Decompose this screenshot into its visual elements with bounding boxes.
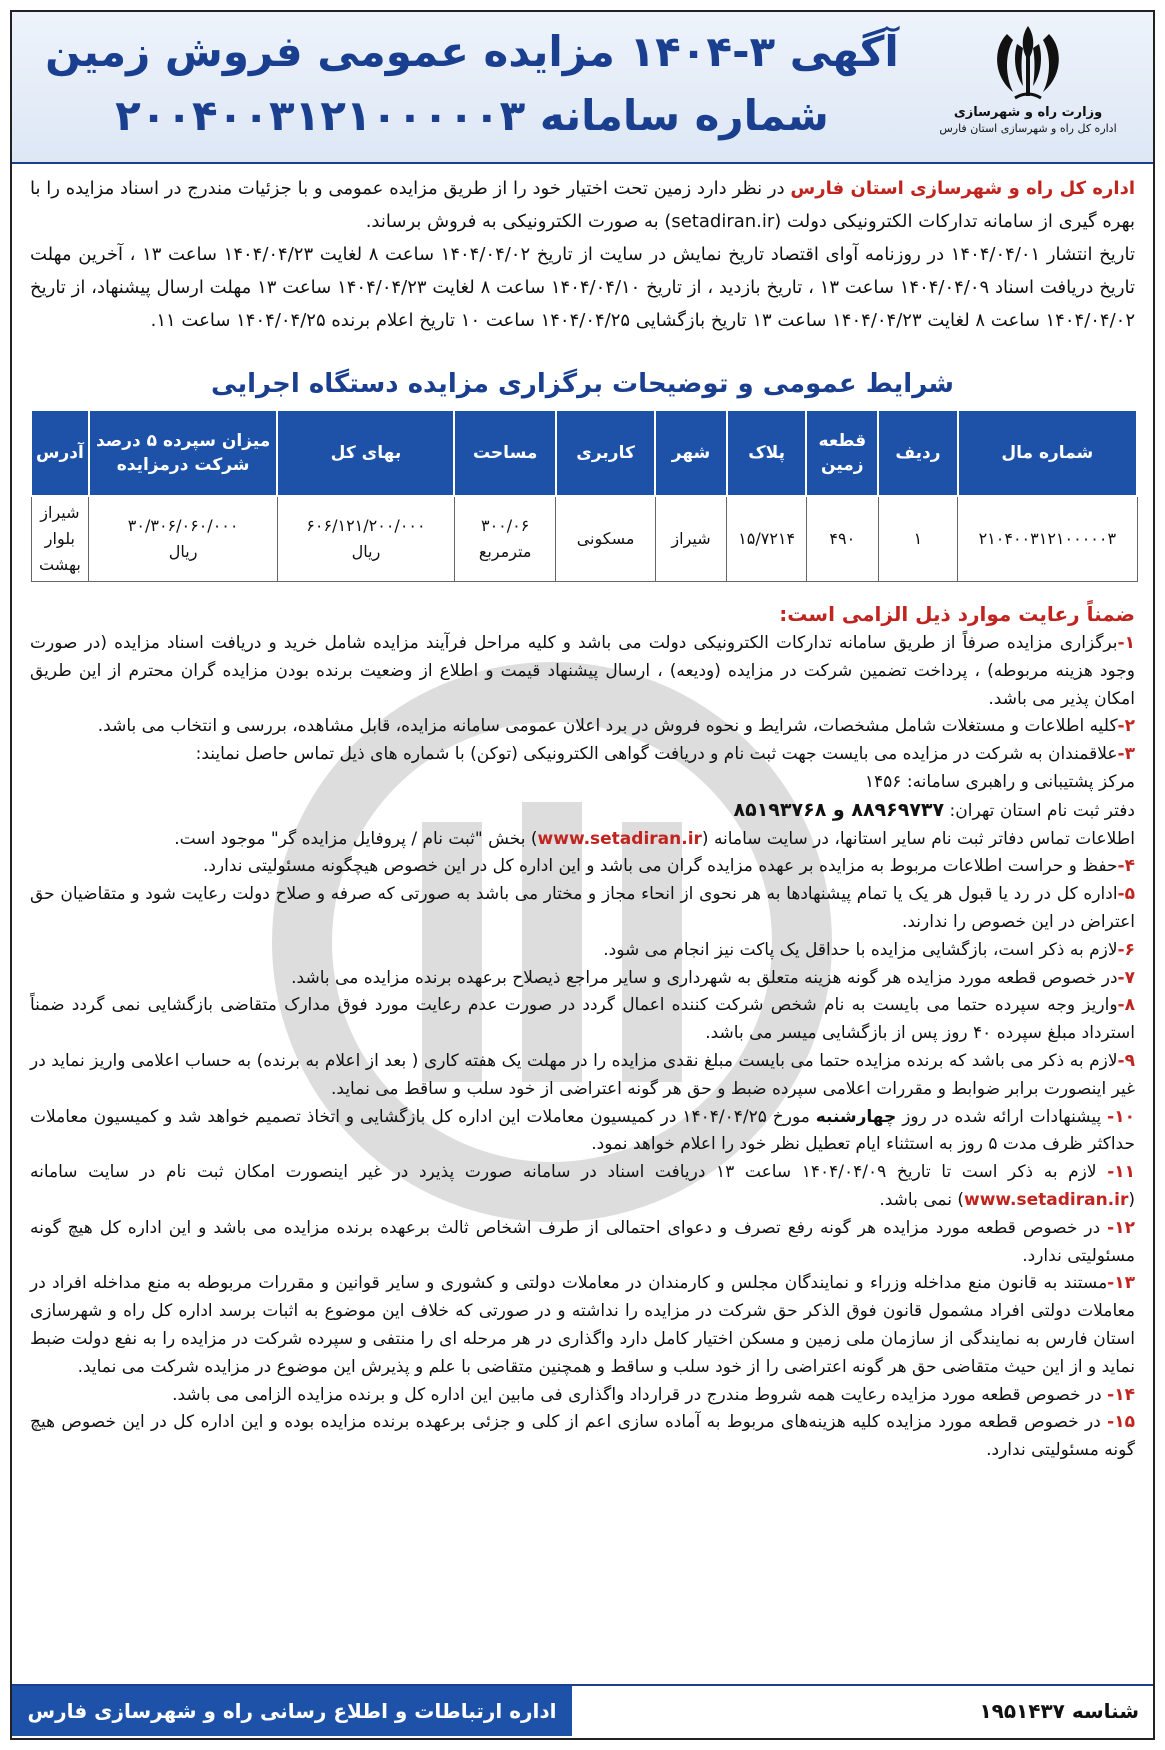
emblem-block [923,20,1133,156]
th-plaque: پلاک [727,410,807,496]
note-item [30,1215,1135,1271]
note-item [30,937,1135,965]
note-text-a: پیشنهادات ارائه شده در روز [896,1106,1108,1127]
contact-line [30,826,1135,854]
intro-part1: در نظر دارد زمین تحت اختیار خود را از طریق مزایده عمومی و با جزئیات مندرج در اسناد مزایده را با بهره گیری از سامانه تدارکات الکترونیکی دولت (setadiran.ir) به صورت الکترونیکی به فروش برساند. [30,178,1135,232]
note-item [30,1409,1135,1465]
cell-city: شیراز [655,496,727,582]
intro-paragraph-1 [30,172,1135,238]
note-number: ۳- [1117,744,1135,765]
cell-total-price [277,496,454,582]
note-day: چهارشنبه [815,1106,897,1127]
cell-parcel: ۴۹۰ [806,496,878,582]
cell-usage: مسکونی [556,496,655,582]
footer [12,1684,1153,1738]
note-item [30,965,1135,993]
th-row: ردیف [878,410,958,496]
intro-paragraph-2: تاریخ انتشار ۱۴۰۴/۰۴/۰۱ در روزنامه آوای اقتصاد تاریخ نمایش در سایت از تاریخ ۱۴۰۴/۰۴/۰۲ ساعت ۸ لغایت ۱۴۰۴/۰۴/۲۳ ساعت ۱۳ ، آخرین مهلت تاریخ دریافت اسناد ۱۴۰۴/۰۴/۰۹ ساعت ۱۳ ، تاریخ بازدید ، از تاریخ ۱۴۰۴/۰۴/۱۰ ساعت ۸ لغایت ۱۴۰۴/۰۴/۲۳ ساعت ۱۳ مهلت ارسال پیشنهاد، از تاریخ ۱۴۰۴/۰۴/۰۲ ساعت ۸ لغایت ۱۴۰۴/۰۴/۲۳ ساعت ۱۳ تاریخ بازگشایی ۱۴۰۴/۰۴/۲۵ ساعت ۱۰ تاریخ اعلام برنده ۱۴۰۴/۰۴/۲۵ ساعت ۱۱. [30,244,1136,331]
footer-id-label: شناسه [1071,1699,1139,1723]
note-text-b: مورخ ۱۴۰۴/۰۴/۲۵ در کمیسیون معاملات این اداره کل بازگشایی و اتخاذ تصمیم خواهد شد و کمیسیون معاملات حداکثر ظرف مدت ۵ روز به استثناء ایام تعطیل نظر خود را اعلام خواهد نمود. [30,1106,1135,1155]
cell-total-price-unit: ریال [351,542,381,561]
ad-page [10,10,1155,1740]
th-parcel-line1: قطعه [818,431,867,451]
th-address: آدرس [31,410,89,496]
cell-asset-no: ۲۱۰۴۰۰۳۱۲۱۰۰۰۰۰۳ [958,496,1137,582]
title-block [32,20,912,148]
website-link[interactable]: www.setadiran.ir [537,828,702,849]
intro-text [30,172,1135,337]
note-text: حفظ و حراست اطلاعات مربوط به مزایده بر عهده مزایده گران می باشد و این اداره کل در این خصوص هیچگونه مسئولیتی ندارد. [202,856,1118,877]
note-text: در خصوص قطعه مورد مزایده رعایت همه شروط مندرج در قرارداد واگذاری فی مابین این اداره کل و برنده مزایده الزامی می باشد. [172,1384,1108,1405]
note-item [30,881,1135,937]
contact-text-a: اطلاعات تماس دفاتر ثبت نام سایر استانها، در سایت سامانه ( [701,828,1135,849]
note-number: ۱۳- [1107,1273,1135,1294]
note-number: ۱۴- [1107,1384,1135,1405]
cell-address-line1: شیراز [40,503,80,522]
table-header-row [31,410,1137,496]
cell-plaque: ۱۵/۷۲۱۴ [727,496,807,582]
note-item [30,1048,1135,1104]
cell-address-line2: بلوار بهشت [38,529,81,574]
tehran-line [30,797,1135,826]
org-name: اداره کل راه و شهرسازی استان فارس [790,178,1135,199]
support-line: مرکز پشتیبانی و راهبری سامانه: ۱۴۵۶ [864,771,1135,792]
note-number: ۵- [1117,884,1135,905]
note-text: مستند به قانون منع مداخله وزراء و نمایندگان مجلس و کارمندان در معاملات دولتی و کشوری و سایر قوانین و مقررات مربوطه به منع مداخله افراد در معاملات دولتی افراد مشمول قانون فوق الذکر حق شرکت در مزایده را نداشته و در صورتی که خلاف این موضوع به اثبات برسد اداره کل راه و شهرسازی استان فارس به نمایندگی از سازمان ملی زمین و مسکن اختیار کامل دارد واگذاری در هر مرحله ای را منتفی و سپرده شرکت در مزایده را به نفع دولت ضبط نماید و از این حیث متقاضی حق هر گونه اعتراضی را از خود سلب و ساقط و همچنین متقاضی با علم و پذیرش این موضوع در مزایده شرکت می نماید. [30,1273,1135,1377]
note-item [30,853,1135,881]
note-number: ۱۵- [1107,1412,1135,1433]
note-number: ۲- [1117,716,1135,737]
cell-total-price-value: ۶۰۶/۱۲۱/۲۰۰/۰۰۰ [306,516,426,535]
note-text: کلیه اطلاعات و مستغلات شامل مشخصات، شرایط و نحوه فروش در برد اعلان عمومی سامانه مزایده، قابل مشاهده، بررسی و انتخاب می باشد. [97,716,1118,737]
cell-area-value: ۳۰۰/۰۶ [480,516,530,535]
cell-area [454,496,555,582]
footer-id-value: ۱۹۵۱۴۳۷ [979,1699,1065,1723]
ad-title: آگهی ۳-۱۴۰۴ مزایده عمومی فروش زمین [45,27,899,76]
th-deposit [89,410,278,496]
th-city: شهر [655,410,727,496]
note-text: برگزاری مزایده صرفاً از طریق سامانه تدارکات الکترونیکی دولت می باشد و کلیه مراحل فرآیند مزایده شامل خرید و دریافت اسناد مزایده (در صورت وجود هزینه مربوطه) ، پرداخت تضمین شرکت در مزایده (ودیعه) ، ارسال پیشنهاد قیمت و اطلاع از وضعیت برنده بودن مزایده گران محترم از این طریق امکان پذیر می باشد. [30,633,1135,709]
ministry-name: وزارت راه و شهرسازی [953,105,1103,120]
note-item [30,1104,1135,1160]
notes-title: ضمناً رعایت موارد ذیل الزامی است: [779,602,1135,626]
office-name: اداره کل راه و شهرسازی استان فارس [939,122,1117,135]
note-number: ۱۱- [1107,1162,1136,1183]
note-text-b: ) نمی باشد. [879,1189,964,1210]
header [12,12,1153,164]
note-number: ۴- [1117,856,1135,877]
note-text: در خصوص قطعه مورد مزایده هر گونه رفع تصرف و دعوای احتمالی از طرف اشخاص ثالث برعهده برنده مزایده می باشد و این اداره کل هیچ گونه مسئولیتی ندارد. [30,1217,1135,1266]
th-parcel-line2: زمین [821,455,864,475]
cell-deposit-unit: ریال [168,542,198,561]
note-text: در خصوص قطعه مورد مزایده هر گونه هزینه متعلق به شهرداری و سایر مراجع ذیصلاح برعهده برنده مزایده می باشد. [291,967,1118,988]
cell-deposit [89,496,278,582]
system-number: شماره سامانه ۲۰۰۴۰۰۳۱۲۱۰۰۰۰۰۳ [115,91,829,140]
note-number: ۱- [1117,633,1135,653]
cell-row: ۱ [878,496,958,582]
note-text-a: لازم به ذکر است تا تاریخ ۱۴۰۴/۰۴/۰۹ ساعت ۱۳ دریافت اسناد در سامانه صورت پذیرد در غیر اینصورت امکان ثبت نام در سایت سامانه ( [30,1162,1135,1210]
cell-address [31,496,89,582]
note-text: واریز وجه سپرده حتما می بایست به نام شخص شرکت کننده اعمال گردد در صورت عدم رعایت مورد فوق مدارک متقاضی بازگشایی نمی گردد ضمناً استرداد مبلغ سپرده ۴۰ روز پس از بازگشایی میسر می باشد. [30,995,1135,1044]
note-item [30,1159,1135,1215]
note-number: ۱۲- [1107,1217,1135,1238]
th-area: مساحت [454,410,555,496]
note-item [30,1382,1135,1410]
note-item [30,1270,1135,1381]
tehran-label: دفتر ثبت نام استان تهران: [944,800,1135,821]
th-parcel [806,410,878,496]
note-item [30,741,1135,769]
iran-emblem-icon [983,20,1073,104]
note-text: لازم به ذکر است، بازگشایی مزایده با حداقل یک پاکت نیز انجام می شود. [603,939,1118,960]
note-number: ۶- [1117,939,1135,960]
table-row [31,496,1137,582]
cell-deposit-value: ۳۰/۳۰۶/۰۶۰/۰۰۰ [127,516,239,535]
note-text: اداره کل در رد یا قبول هر یک یا تمام پیشنهادها به هر نحوی از انحاء مجاز و مختار می باشد به صورتی که صرفه و صلاح دولت رعایت شود و متقاضیان حق اعتراض در این خصوص را ندارند. [30,884,1135,932]
note-number: ۱۰- [1107,1106,1135,1127]
note-number: ۹- [1117,1050,1135,1071]
note-text: در خصوص قطعه مورد مزایده کلیه هزینه‌های مربوط به آماده سازی اعم از کلی و جزئی برعهده برنده مزایده بوده و این اداره کل در این خصوص هیچ گونه مسئولیتی ندارد. [30,1412,1135,1461]
note-text: علاقمندان به شرکت در مزایده می بایست جهت ثبت نام و دریافت گواهی الکترونیکی (توکن) با شماره های ذیل تماس حاصل نمایند: [195,744,1118,765]
th-asset-no: شماره مال [958,410,1137,496]
section-title: شرایط عمومی و توضیحات برگزاری مزایده دستگاه اجرایی [211,369,954,399]
th-deposit-line1: میزان سپرده ۵ درصد [95,431,271,451]
tehran-phones: ۸۸۹۶۹۷۳۷ و ۸۵۱۹۳۷۶۸ [733,798,945,821]
note-number: ۸- [1117,995,1135,1016]
cell-area-unit: مترمربع [478,542,532,561]
note-item [30,630,1135,713]
website-link[interactable]: www.setadiran.ir [964,1189,1129,1210]
th-deposit-line2: شرکت درمزایده [116,455,250,475]
th-total-price: بهای کل [277,410,454,496]
note-item [30,713,1135,741]
th-usage: کاربری [556,410,655,496]
note-number: ۷- [1117,967,1135,988]
note-item [30,992,1135,1048]
notes-list [30,630,1135,1465]
footer-issuer: اداره ارتباطات و اطلاع رسانی راه و شهرسازی فارس [12,1686,572,1736]
contact-text-b: ) بخش "ثبت نام / پروفایل مزایده گر" موجود است. [174,828,538,849]
note-text: لازم به ذکر می باشد که برنده مزایده حتما می بایست مبلغ نقدی مزایده را در مهلت یک هفته کاری ( بعد از اعلام به برنده) به حساب اعلامی واریز نماید در غیر اینصورت برابر ضوابط و مقررات اعلامی سپرده ضبط و حق هر گونه اعتراضی از خود سلب و ساقط می نماید. [30,1050,1135,1099]
auction-table [30,409,1138,582]
footer-id [979,1686,1139,1736]
